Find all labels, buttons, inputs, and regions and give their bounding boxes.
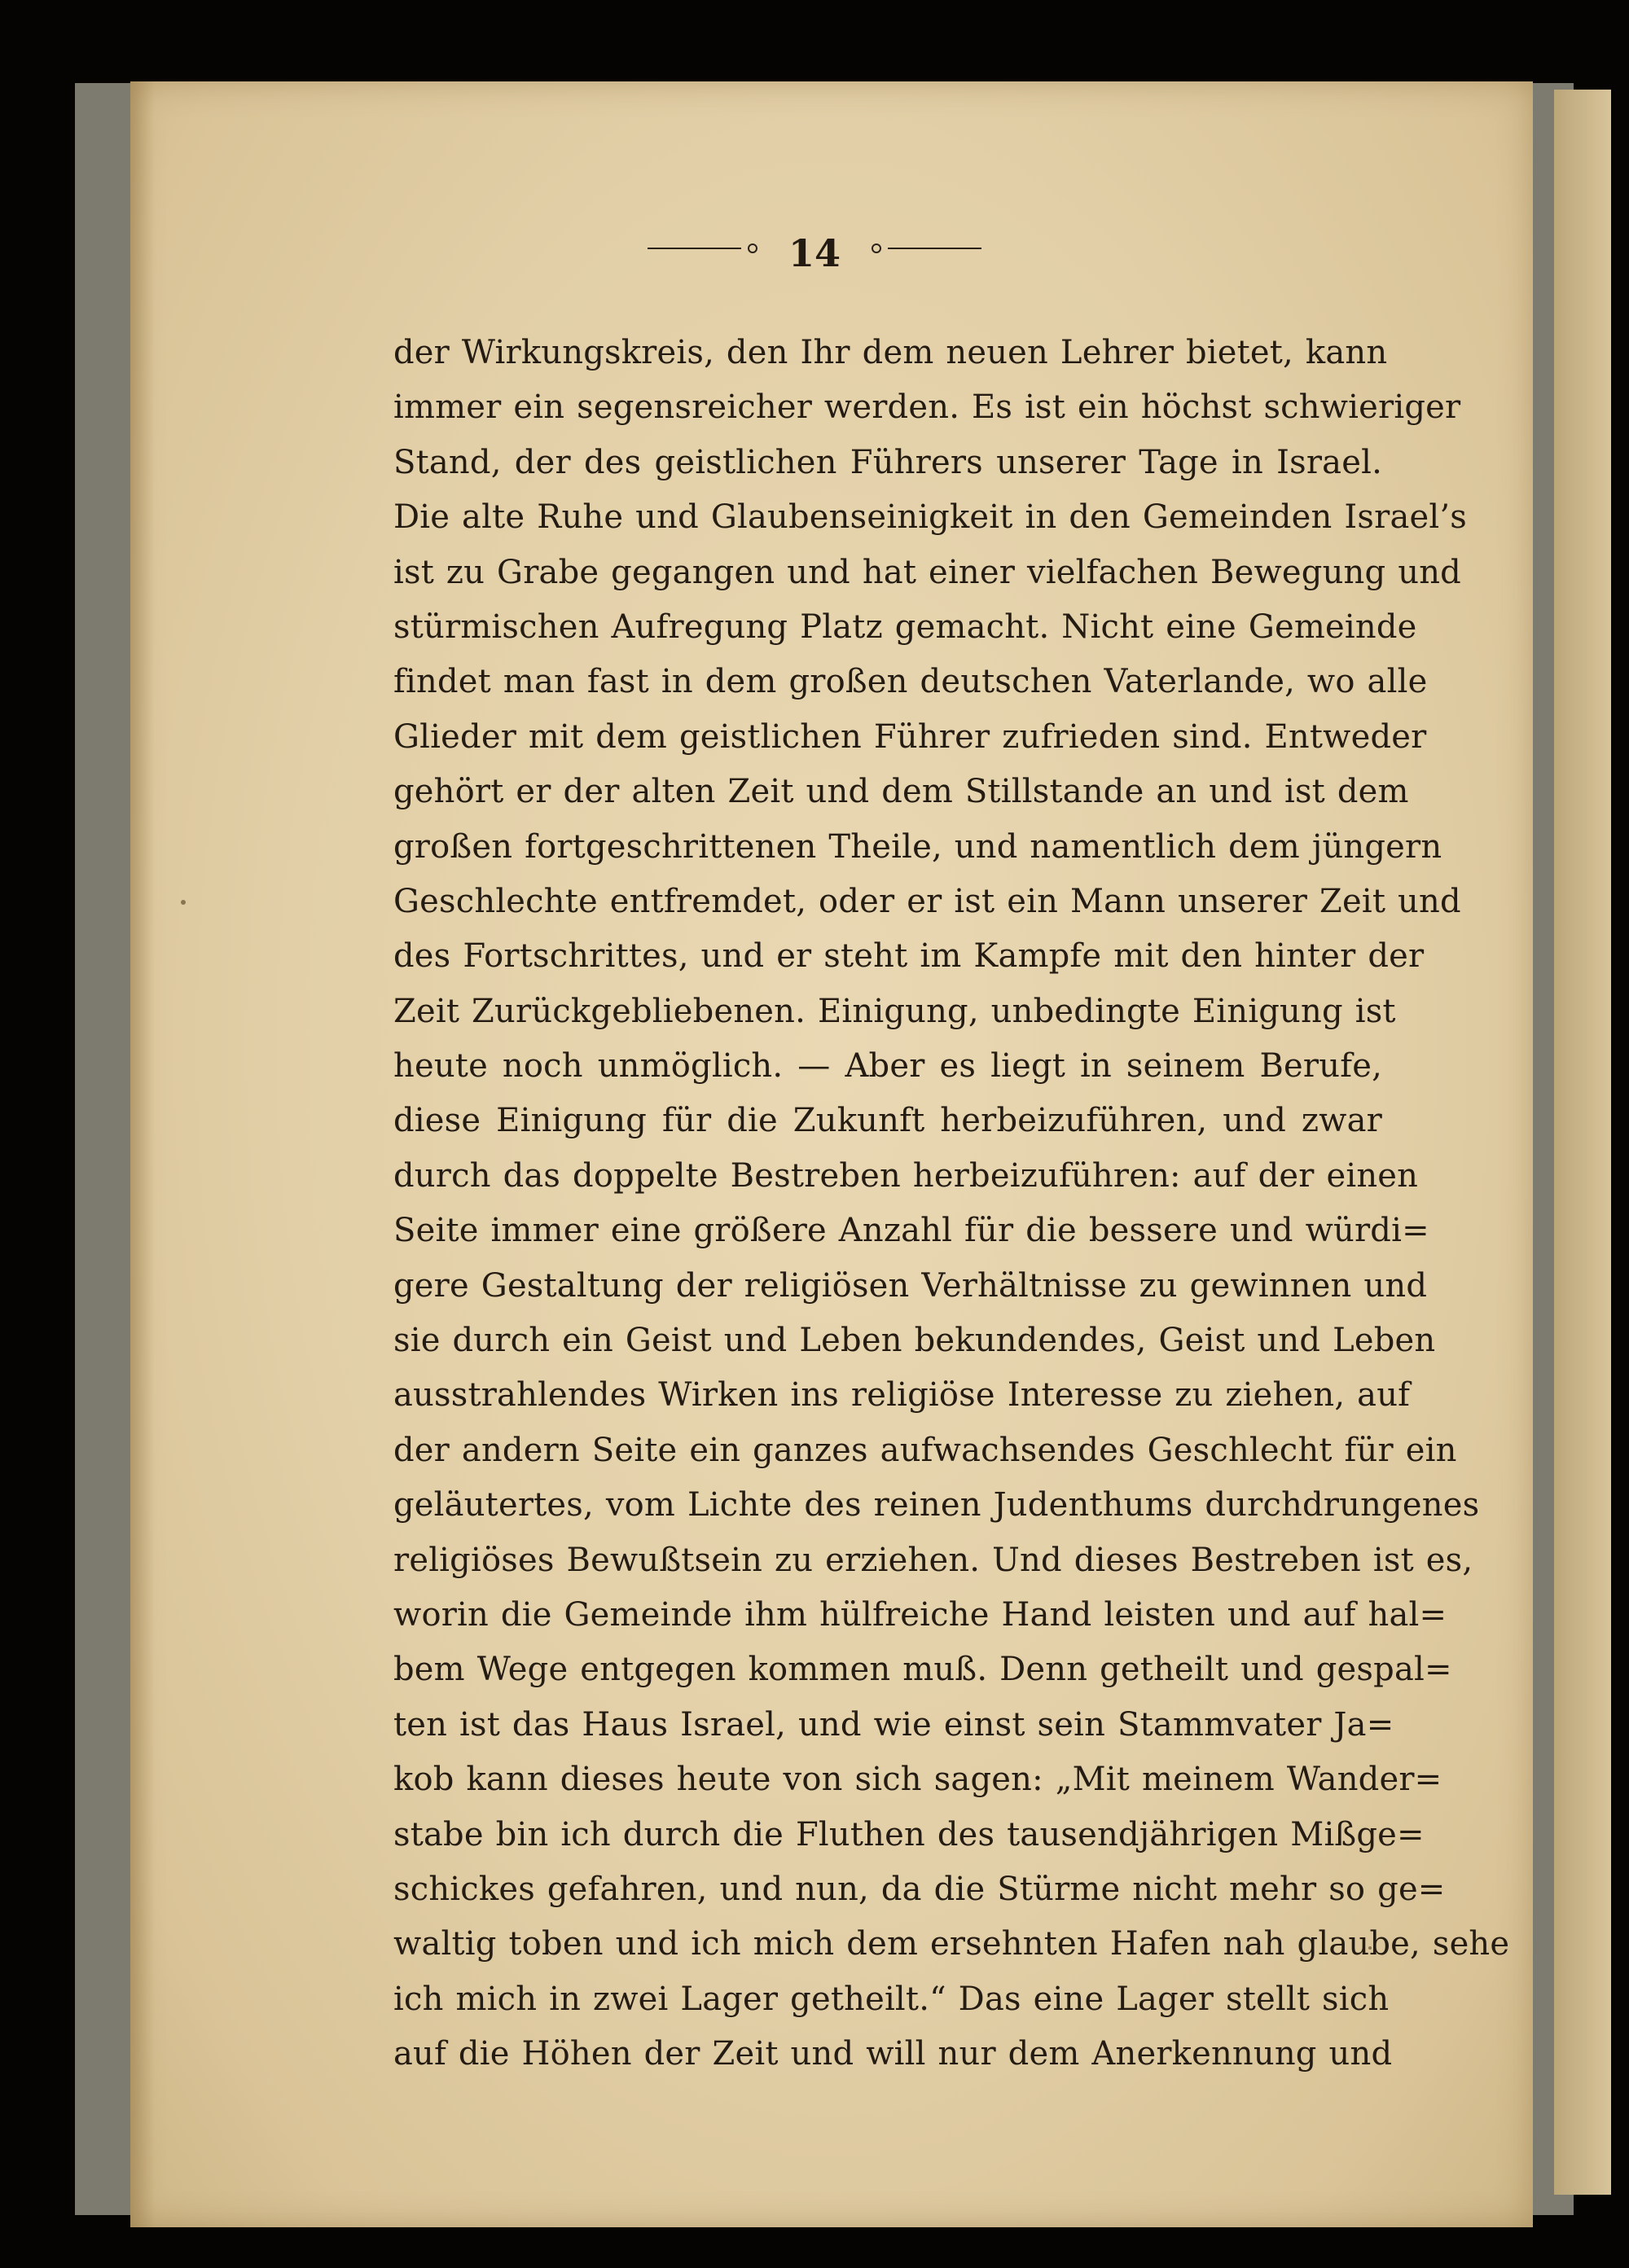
- text-line: schickes gefahren, und nun, da die Stürme nicht mehr so ge=: [393, 1870, 1446, 1908]
- header-rule-left: [648, 248, 741, 249]
- text-line: Stand, der des geistlichen Führers unserer Tage in Israel.: [393, 443, 1382, 481]
- body-text: [393, 326, 1510, 2082]
- text-line: auf die Höhen der Zeit und will nur dem Anerkennung und: [393, 2035, 1393, 2073]
- text-line: bem Wege entgegen kommen muß. Denn getheilt und gespal=: [393, 1651, 1452, 1689]
- text-line: gere Gestaltung der religiösen Verhältnisse zu gewinnen und: [393, 1266, 1428, 1305]
- text-line: sie durch ein Geist und Leben bekundendes, Geist und Leben: [393, 1322, 1436, 1360]
- text-line: ich mich in zwei Lager getheilt.“ Das eine Lager stellt sich: [393, 1980, 1390, 2018]
- facing-page-edge: [1554, 90, 1611, 2195]
- text-line: kob kann dieses heute von sich sagen: „Mit meinem Wander=: [393, 1761, 1442, 1799]
- text-line: Geschlechte entfremdet, oder er ist ein Mann unserer Zeit und: [393, 882, 1461, 920]
- text-line: worin die Gemeinde ihm hülfreiche Hand leisten und auf hal=: [393, 1595, 1447, 1634]
- text-line: der Wirkungskreis, den Ihr dem neuen Lehrer bietet, kann: [393, 334, 1388, 371]
- text-line: großen fortgeschrittenen Theile, und namentlich dem jüngern: [393, 827, 1442, 866]
- text-line: Glieder mit dem geistlichen Führer zufrieden sind. Entweder: [393, 717, 1427, 756]
- text-line: geläutertes, vom Lichte des reinen Judenthums durchdrungenes: [393, 1486, 1480, 1524]
- text-line: durch das doppelte Bestreben herbeizuführen: auf der einen: [393, 1156, 1419, 1195]
- text-line: heute noch unmöglich. — Aber es liegt in seinem Berufe,: [393, 1047, 1382, 1086]
- text-line: ist zu Grabe gegangen und hat einer vielfachen Bewegung und: [393, 553, 1461, 591]
- text-line: Die alte Ruhe und Glaubenseinigkeit in den Gemeinden Israel’s: [393, 498, 1468, 537]
- paper-speck: [181, 900, 186, 905]
- text-line: der andern Seite ein ganzes aufwachsendes Geschlecht für ein: [393, 1431, 1457, 1469]
- text-line: stürmischen Aufregung Platz gemacht. Nicht eine Gemeinde: [393, 608, 1417, 646]
- page-number: 14: [788, 231, 841, 275]
- text-line: findet man fast in dem großen deutschen Vaterlande, wo alle: [393, 663, 1428, 701]
- header-rule-right: [888, 248, 981, 249]
- header-ornament-right: [872, 243, 881, 253]
- text-line: waltig toben und ich mich dem ersehnten Hafen nah glaube, sehe: [393, 1925, 1510, 1963]
- text-line: gehört er der alten Zeit und dem Stillstande an und ist dem: [393, 773, 1409, 811]
- page-gutter-shadow: [130, 81, 155, 2227]
- text-line: Zeit Zurückgebliebenen. Einigung, unbedingte Einigung ist: [393, 992, 1396, 1030]
- text-line: religiöses Bewußtsein zu erziehen. Und dieses Bestreben ist es,: [393, 1541, 1473, 1579]
- page-header: [0, 228, 1629, 285]
- header-ornament-left: [748, 243, 757, 253]
- text-line: immer ein segensreicher werden. Es ist ein höchst schwieriger: [393, 388, 1461, 427]
- text-line: des Fortschrittes, und er steht im Kampfe mit den hinter der: [393, 937, 1425, 976]
- text-line: Seite immer eine größere Anzahl für die bessere und würdi=: [393, 1212, 1429, 1250]
- text-line: diese Einigung für die Zukunft herbeizuführen, und zwar: [393, 1102, 1382, 1140]
- text-line: ten ist das Haus Israel, und wie einst sein Stammvater Ja=: [393, 1705, 1394, 1744]
- text-line: ausstrahlendes Wirken ins religiöse Interesse zu ziehen, auf: [393, 1376, 1411, 1415]
- text-line: stabe bin ich durch die Fluthen des tausendjährigen Mißge=: [393, 1815, 1425, 1853]
